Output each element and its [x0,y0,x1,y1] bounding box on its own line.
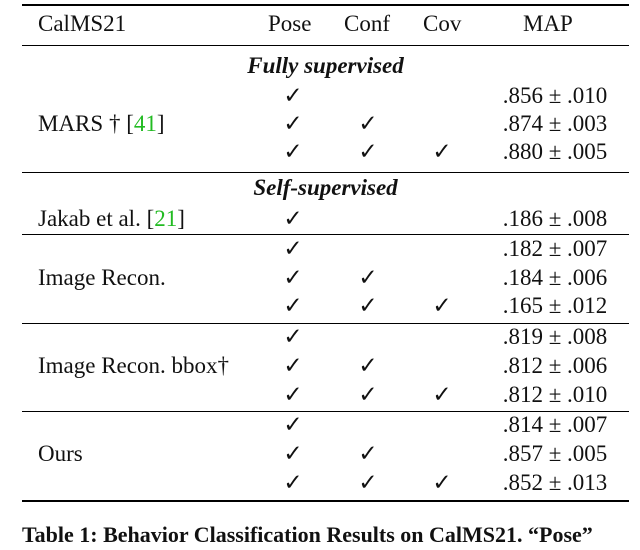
check-bbox-3-cov: ✓ [432,382,452,407]
method-jakab [38,205,185,233]
map-recon-3: .165 ± .012 [502,293,608,318]
map-ours-2: .857 ± .005 [502,441,608,466]
method-ours: Ours [38,441,83,466]
check-jakab-pose: ✓ [283,206,303,231]
check-recon-2-conf: ✓ [358,265,378,290]
method-jakab-label: Jakab et al. [ [38,206,155,231]
method-mars-bracket: ] [156,111,165,136]
table-caption: Table 1: Behavior Classification Results on CalMS21. “Pose” [22,522,593,547]
map-bbox-2: .812 ± .006 [502,353,608,378]
citation-41[interactable]: 41 [133,111,157,136]
check-recon-3-cov: ✓ [432,293,452,318]
check-ours-3-cov: ✓ [432,470,452,495]
check-mars-3-pose: ✓ [283,139,303,164]
method-image-recon-bbox: Image Recon. bbox† [38,353,229,378]
check-bbox-2-conf: ✓ [358,353,378,378]
check-recon-2-pose: ✓ [283,265,303,290]
header-cov: Cov [423,11,462,36]
bottom-rule [22,500,629,502]
top-rule [22,4,629,6]
check-ours-3-pose: ✓ [283,470,303,495]
method-mars-label: MARS † [ [38,111,134,136]
check-recon-3-conf: ✓ [358,293,378,318]
check-mars-3-conf: ✓ [358,139,378,164]
map-jakab: .186 ± .008 [502,206,608,231]
check-bbox-3-pose: ✓ [283,382,303,407]
check-mars-2-conf: ✓ [358,111,378,136]
check-bbox-2-pose: ✓ [283,353,303,378]
header-pose: Pose [268,11,312,36]
check-recon-1-pose: ✓ [283,236,303,261]
check-ours-2-pose: ✓ [283,441,303,466]
map-mars-3: .880 ± .005 [502,139,608,164]
map-recon-2: .184 ± .006 [502,265,608,290]
method-image-recon: Image Recon. [38,265,166,290]
header-rule [22,45,629,46]
section-fully-supervised: Fully supervised [247,53,404,78]
citation-21[interactable]: 21 [154,206,178,231]
map-ours-1: .814 ± .007 [502,412,608,437]
check-recon-3-pose: ✓ [283,293,303,318]
section-rule-1 [22,172,629,173]
check-mars-1-pose: ✓ [283,83,303,108]
header-map: MAP [523,11,573,36]
map-bbox-3: .812 ± .010 [502,382,608,407]
map-ours-3: .852 ± .013 [502,470,608,495]
check-ours-2-conf: ✓ [358,441,378,466]
map-mars-2: .874 ± .003 [502,111,608,136]
map-bbox-1: .819 ± .008 [502,324,608,349]
section-self-supervised: Self-supervised [253,175,398,200]
map-mars-1: .856 ± .010 [502,83,608,108]
check-mars-2-pose: ✓ [283,111,303,136]
map-recon-1: .182 ± .007 [502,236,608,261]
check-ours-3-conf: ✓ [358,470,378,495]
check-mars-3-cov: ✓ [432,139,452,164]
method-jakab-bracket: ] [177,206,185,231]
method-mars [38,110,165,138]
header-dataset: CalMS21 [38,11,127,36]
check-ours-1-pose: ✓ [283,412,303,437]
header-conf: Conf [344,11,390,36]
check-bbox-3-conf: ✓ [358,382,378,407]
check-bbox-1-pose: ✓ [283,324,303,349]
